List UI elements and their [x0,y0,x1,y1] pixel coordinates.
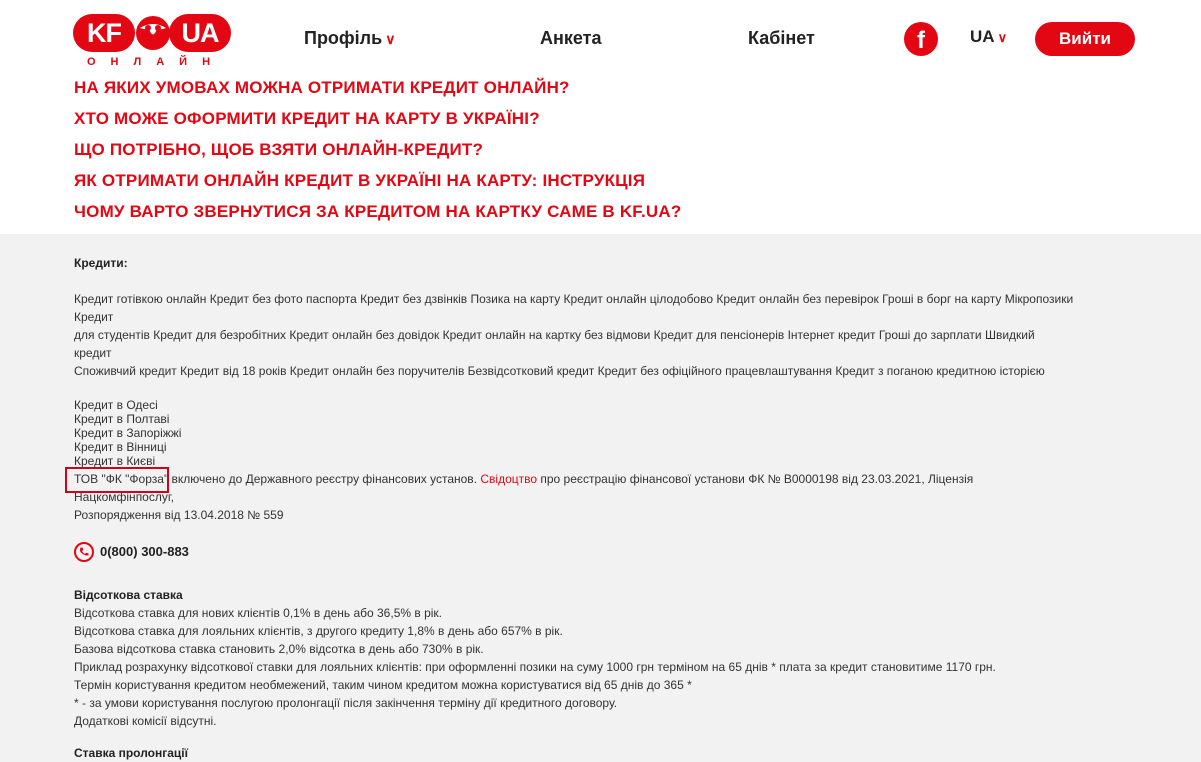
prolongation-section [74,744,1074,762]
credit-tags-line[interactable]: для студентів Кредит для безробітних Кредит онлайн без довідок Кредит онлайн на картку без відмови Кредит для пенсіонерів Інтернет кредит Гроші до зарплати Швидкий кредит [74,328,1035,360]
logo-owl-icon [135,14,171,52]
phone-icon [74,542,94,562]
city-link-zaporizhzhia[interactable]: Кредит в Запоріжжі [74,426,182,440]
credits-title: Кредити: [74,256,128,270]
phone-number: 0(800) 300-883 [100,544,189,559]
rate-line: Відсоткова ставка для нових клієнтів 0,1% в день або 36,5% в рік. [74,606,443,620]
license-text: включено до Державного реєстру фінансових установ. [168,472,481,486]
license-text-details: про реєстрацію фінансової установи ФК № В0000198 від 23.03.2021, Ліцензія Нацкомфінпослуг, [74,472,974,504]
nav-profile[interactable] [304,28,395,49]
logo-subtitle: ОНЛАЙН [87,56,226,68]
faq-link-instruction[interactable]: ЯК ОТРИМАТИ ОНЛАЙН КРЕДИТ В УКРАЇНІ НА КАРТУ: ІНСТРУКЦІЯ [74,171,646,190]
language-selector[interactable] [970,27,1007,47]
credit-tags [74,290,1074,380]
rate-line: Відсоткова ставка для лояльних клієнтів, з другого кредиту 1,8% в день або 657% в рік. [74,624,563,638]
rate-line: Термін користування кредитом необмежений, таким чином кредитом можна користуватися від 65 днів до 365 * [74,678,692,692]
faq-links [74,77,681,232]
rate-line: Базова відсоткова ставка становить 2,0% відсотка в день або 730% в рік. [74,642,484,656]
nav-profile-label: Профіль [304,28,383,48]
company-name: ТОВ "ФК "Форза" [74,472,169,486]
rate-line: * - за умови користування послугою пролонгації після закінчення терміну дії кредитного договору. [74,696,618,710]
footer-content [74,254,1074,762]
faq-link-conditions[interactable]: НА ЯКИХ УМОВАХ МОЖНА ОТРИМАТИ КРЕДИТ ОНЛАЙН? [74,78,570,97]
credit-tags-line[interactable]: Споживчий кредит Кредит від 18 років Кредит онлайн без поручителів Безвідсотковий кредит Кредит без офіційного працевлаштування Кредит з поганою кредитною історією [74,364,1045,378]
certificate-link[interactable]: Свідоцтво [480,472,538,486]
site-logo[interactable] [73,14,231,70]
facebook-icon[interactable]: f [904,22,938,56]
faq-link-why-kf[interactable]: ЧОМУ ВАРТО ЗВЕРНУТИСЯ ЗА КРЕДИТОМ НА КАРТКУ САМЕ В KF.UA? [74,202,682,221]
logo-ua: UA [169,14,231,52]
city-link-kyiv[interactable]: Кредит в Києві [74,454,156,468]
interest-rate-section [74,586,1074,730]
top-section [0,0,1201,234]
nav-kabinet[interactable]: Кабінет [748,28,815,48]
language-label: UA [970,27,995,46]
credit-tags-line[interactable]: Кредит готівкою онлайн Кредит без фото паспорта Кредит без дзвінків Позика на карту Кредит онлайн цілодобово Кредит онлайн без перевірок Гроші в борг на карту Мікропозики Кредит [74,292,1074,324]
rate-title: Відсоткова ставка [74,588,183,602]
rate-line: Приклад розрахунку відсоткової ставки для лояльних клієнтів: при оформленні позики на суму 1000 грн терміном на 65 днів * плата за кредит становитиме 1170 грн. [74,660,996,674]
city-link-vinnytsia[interactable]: Кредит в Вінниці [74,440,167,454]
faq-link-what-needed[interactable]: ЩО ПОТРІБНО, ЩОБ ВЗЯТИ ОНЛАЙН-КРЕДИТ? [74,140,484,159]
logo-kf: KF [73,14,135,52]
city-link-odesa[interactable]: Кредит в Одесі [74,398,158,412]
license-order: Розпорядження від 13.04.2018 № 559 [74,508,284,522]
nav-anketa[interactable]: Анкета [540,28,602,48]
phone-contact[interactable] [74,542,1074,562]
logout-button[interactable]: Вийти [1035,22,1135,56]
prolongation-title: Ставка пролонгації [74,746,189,760]
chevron-down-icon: ∨ [385,31,396,47]
chevron-down-icon: ∨ [997,30,1008,45]
city-link-poltava[interactable]: Кредит в Полтаві [74,412,170,426]
license-info [74,470,1074,524]
rate-line: Додаткові комісії відсутні. [74,714,217,728]
faq-link-who-can[interactable]: ХТО МОЖЕ ОФОРМИТИ КРЕДИТ НА КАРТУ В УКРАЇНІ? [74,109,540,128]
city-links [74,398,1074,468]
highlight-box [65,467,169,493]
